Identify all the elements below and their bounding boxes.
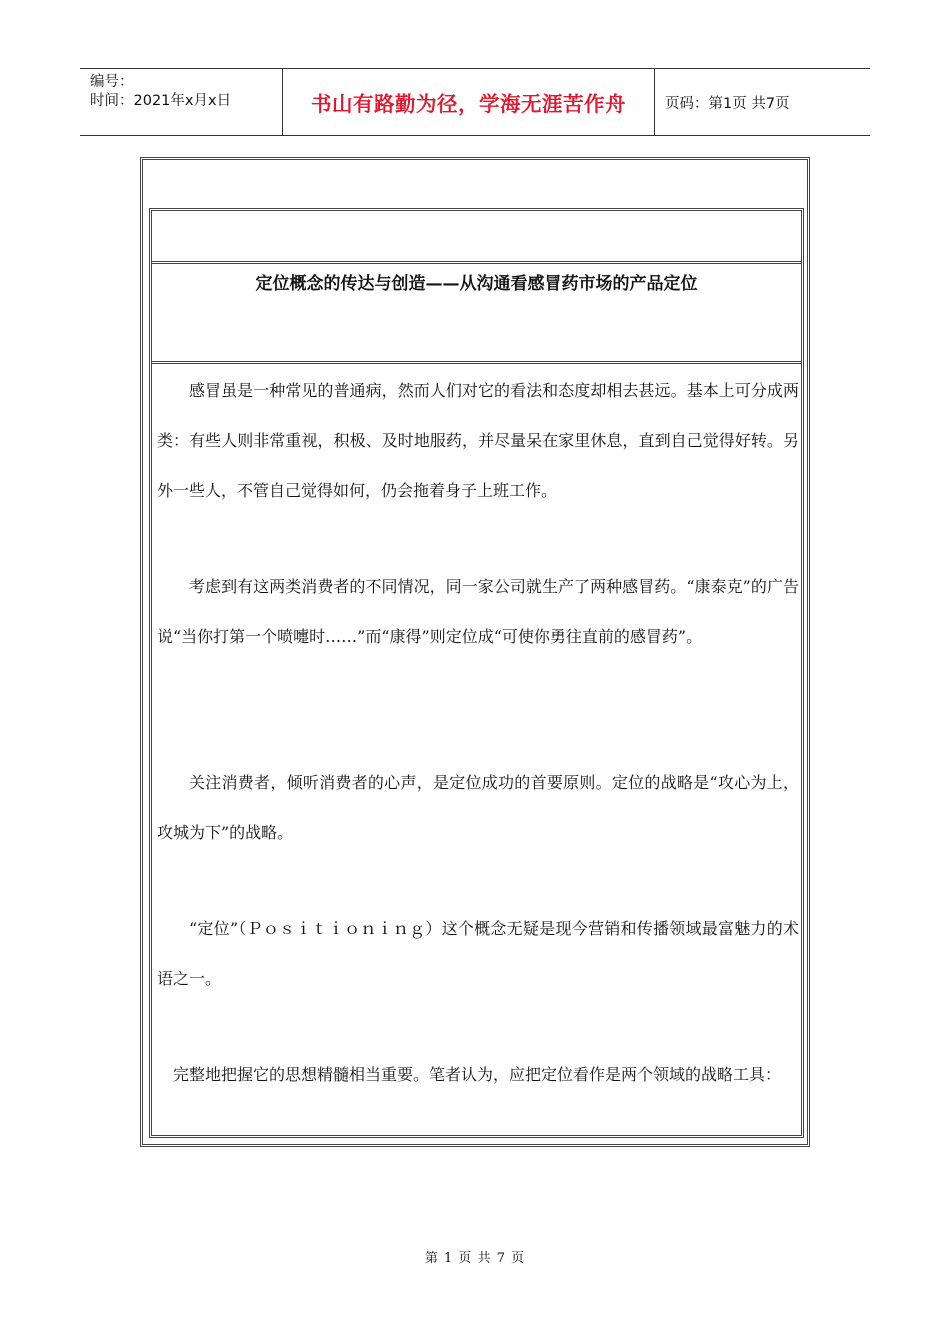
document-outer-frame: [140, 157, 810, 1147]
document-inner-frame: [149, 208, 804, 1138]
document-header: [80, 68, 870, 136]
code-label: 编号：: [90, 74, 134, 90]
paragraph-2: 考虑到有这两类消费者的不同情况，同一家公司就生产了两种感冒药。“康泰克”的广告说“当你打第一个喷嚏时……”而“康得”则定位成“可使你勇往直前的感冒药”。: [157, 577, 799, 646]
title-top-rule: [152, 261, 801, 264]
paragraph-5: 完整地把握它的思想精髓相当重要。笔者认为，应把定位看作是两个领域的战略工具：: [173, 1065, 782, 1084]
document-title: 定位概念的传达与创造——从沟通看感冒药市场的产品定位: [255, 274, 698, 294]
time-label: 时间：2021年x月x日: [90, 93, 232, 109]
paragraph-1: 感冒虽是一种常见的普通病，然而人们对它的看法和态度却相去甚远。基本上可分成两类：有些人则非常重视，积极、及时地服药，并尽量呆在家里休息，直到自己觉得好转。另外一些人，不管自己觉得如何，仍会拖着身子上班工作。: [157, 381, 799, 500]
title-bottom-rule: [152, 361, 801, 364]
page-footer: 第 1 页 共 7 页: [424, 1251, 526, 1266]
paragraph-3: 关注消费者，倾听消费者的心声，是定位成功的首要原则。定位的战略是“攻心为上，攻城为下”的战略。: [157, 773, 799, 842]
paragraph-4: “定位”（Ｐｏｓｉｔｉｏｎｉｎｇ）这个概念无疑是现今营销和传播领域最富魅力的术语之一。: [157, 919, 799, 988]
header-page-info: 页码：第1页 共7页: [665, 95, 790, 112]
header-motto: 书山有路勤为径，学海无涯苦作舟: [282, 69, 655, 135]
document-body: [157, 366, 799, 1100]
header-meta: [80, 69, 282, 135]
